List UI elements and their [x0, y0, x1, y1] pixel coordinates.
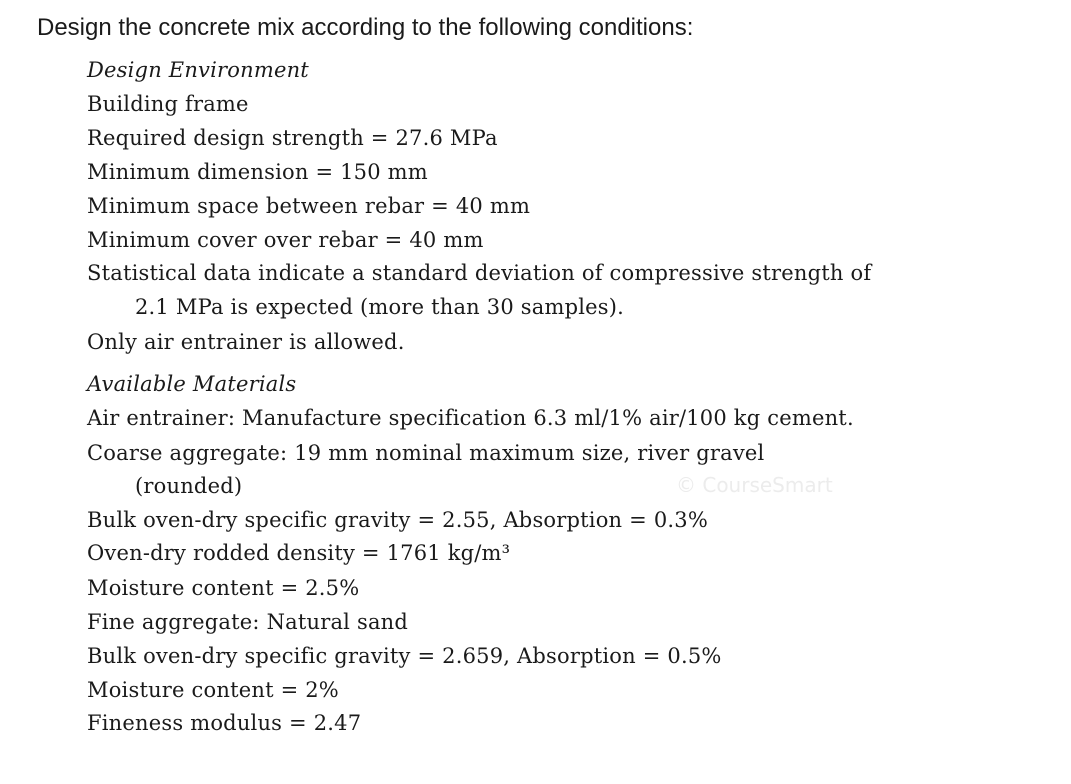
material-line: Bulk oven-dry specific gravity = 2.55, Absorption = 0.3% — [87, 508, 708, 532]
material-line: Oven-dry rodded density = 1761 kg/m³ — [87, 541, 511, 565]
material-line: Moisture content = 2.5% — [87, 576, 360, 600]
material-line: Fineness modulus = 2.47 — [87, 711, 362, 735]
available-materials-heading: Available Materials — [87, 372, 297, 396]
watermark: © CourseSmart — [676, 473, 833, 497]
env-line: Minimum cover over rebar = 40 mm — [87, 228, 484, 252]
material-line: Air entrainer: Manufacture specification 6.3 ml/1% air/100 kg cement. — [87, 406, 854, 430]
material-line: Moisture content = 2% — [87, 678, 339, 702]
env-line: Only air entrainer is allowed. — [87, 330, 405, 354]
material-line: (rounded) — [135, 474, 243, 498]
env-line: Required design strength = 27.6 MPa — [87, 126, 498, 150]
material-line: Bulk oven-dry specific gravity = 2.659, Absorption = 0.5% — [87, 644, 722, 668]
env-line: Building frame — [87, 92, 249, 116]
env-line: 2.1 MPa is expected (more than 30 samples). — [135, 295, 625, 319]
material-line: Coarse aggregate: 19 mm nominal maximum size, river gravel — [87, 441, 765, 465]
problem-title: Design the concrete mix according to the following conditions: — [37, 14, 694, 41]
design-environment-heading: Design Environment — [87, 58, 309, 82]
env-line: Minimum space between rebar = 40 mm — [87, 194, 531, 218]
env-line: Statistical data indicate a standard deviation of compressive strength of — [87, 261, 872, 285]
material-line: Fine aggregate: Natural sand — [87, 610, 409, 634]
env-line: Minimum dimension = 150 mm — [87, 160, 428, 184]
